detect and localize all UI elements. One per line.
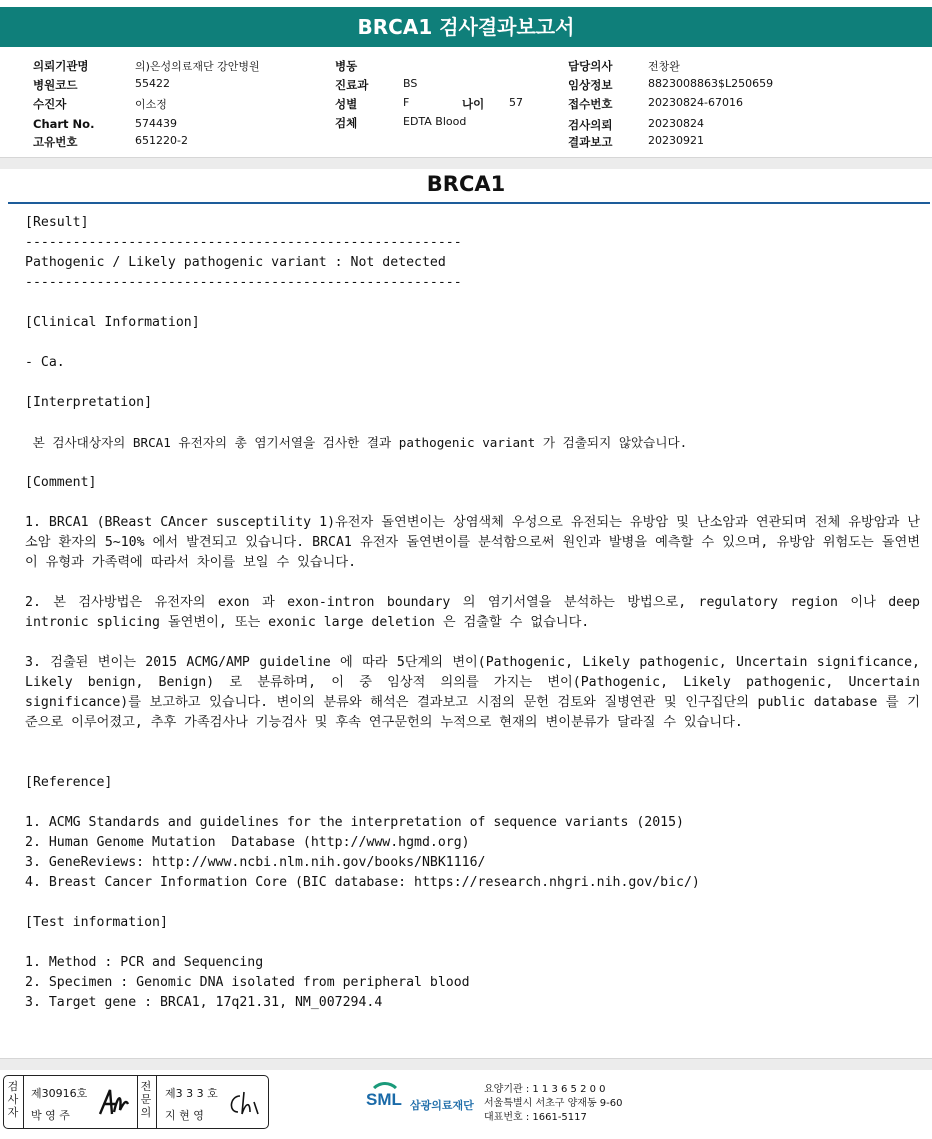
specimen-value: EDTA Blood [403,115,467,128]
examiner-vertical-label: 검사자 [7,1080,19,1119]
clinical-header: [Clinical Information] [25,315,200,330]
specimen-label: 검체 [335,116,358,130]
signature-box [3,1075,269,1129]
doctor-value: 전창완 [648,60,680,73]
reviewer-vertical-label: 전문의 [140,1080,152,1119]
test-info-3: 3. Target gene : BRCA1, 17q21.31, NM_007294.4 [25,995,383,1010]
request-value: 20230824 [648,117,704,130]
unique-label: 고유번호 [33,135,78,149]
comment-header: [Comment] [25,475,97,490]
hospital-code-label: 병원코드 [33,78,78,92]
reference-3: 3. GeneReviews: http://www.ncbi.nlm.nih.gov/books/NBK1116/ [25,855,486,870]
result-text: Pathogenic / Likely pathogenic variant : Not detected [25,255,446,270]
reference-2: 2. Human Genome Mutation Database (http://www.hgmd.org) [25,835,470,850]
institution-value: 의)은성의료재단 강안병원 [135,60,260,73]
patient-info [0,55,932,155]
reference-4: 4. Breast Cancer Information Core (BIC database: https://research.nhgri.nih.gov/bic/) [25,875,700,890]
unique-value: 651220-2 [135,134,188,147]
clinical-value: 8823008863$L250659 [648,77,774,90]
section-underline [8,202,930,204]
hospital-code-value: 55422 [135,77,170,90]
test-info-header: [Test information] [25,915,168,930]
patient-label: 수진자 [33,97,67,111]
clinical-label: 임상정보 [568,78,613,92]
chart-label: Chart No. [33,117,95,131]
footer-divider [0,1058,932,1070]
address: 서울특별시 서초구 양재동 9-60 [484,1098,623,1109]
dash-line-bottom: ------------------------------------------------------- [25,275,462,290]
receipt-value: 20230824-67016 [648,96,743,109]
sex-label: 성별 [335,97,358,111]
ward-label: 병동 [335,59,358,73]
section-title: BRCA1 [426,172,506,196]
patient-value: 이소정 [135,98,167,111]
foundation-address [484,1083,623,1125]
comment-2: 2. 본 검사방법은 유전자의 exon 과 exon-intron boundary 의 염기서열을 분석하는 방법으로, regulatory region 이나 deep intronic splicing 돌연변이, 또는 exonic large deletion 은 검출할 수 없습니다. [25,595,920,630]
comment-3: 3. 검출된 변이는 2015 ACMG/AMP guideline 에 따라 5단계의 변이(Pathogenic, Likely pathogenic, Uncertain significance, Likely benign, Benign) 로 분류하며, 이 중 임상적 의의를 가지는 변이(Pathogenic, Likely pathogenic, Uncertain significance)를 보고하고 있습니다. 변이의 분류와 해석은 결과보고 시점의 문헌 검토와 질병연관 및 인구집단의 public database 를 기준으로 이루어졌고, 추후 가족검사나 기능검사 및 후속 연구문헌의 누적으로 현재의 변이분류가 달라질 수 있습니다. [25,655,920,730]
test-info-2: 2. Specimen : Genomic DNA isolated from peripheral blood [25,975,470,990]
reviewer-name: 지 현 영 [165,1109,204,1122]
phone: 대표번호 : 1661-5117 [484,1112,587,1123]
report-date-value: 20230921 [648,134,704,147]
foundation-logo-area [362,1080,642,1130]
age-label: 나이 [462,97,485,111]
examiner-signature [96,1086,132,1120]
request-label: 검사의뢰 [568,118,613,132]
reference-header: [Reference] [25,775,113,790]
reference-1: 1. ACMG Standards and guidelines for the interpretation of sequence variants (2015) [25,815,684,830]
dept-value: BS [403,77,418,90]
report-date-label: 결과보고 [568,135,613,149]
dash-line-top: ------------------------------------------------------- [25,235,462,250]
care-code: 요양기관 : 1 1 3 6 5 2 0 0 [484,1084,606,1095]
dept-label: 진료과 [335,78,369,92]
comment-1: 1. BRCA1 (BReast CAncer susceptility 1)유전자 돌연변이는 상염색체 우성으로 유전되는 유방암 및 난소암과 연관되며 전체 유방암과 난소암 환자의 5~10% 에서 발견되고 있습니다. BRCA1 유전자 돌연변이를 분석함으로써 원인과 발병을 예측할 수 있으며, 유방암 위험도는 돌연변이 유형과 가족력에 따라서 차이를 보일 수 있습니다. [25,515,920,570]
logo-text: SML [366,1090,402,1109]
interpretation-text: 본 검사대상자의 BRCA1 유전자의 총 염기서열을 검사한 결과 pathogenic variant 가 검출되지 않았습니다. [25,435,688,450]
report-body [25,213,920,1013]
institution-label: 의뢰기관명 [33,59,89,73]
reviewer-number: 제3 3 3 호 [165,1087,218,1100]
result-header: [Result] [25,215,89,230]
interpretation-header: [Interpretation] [25,395,153,410]
report-title: BRCA1 검사결과보고서 [0,7,932,47]
header-divider [0,157,932,169]
examiner-number: 제30916호 [31,1087,88,1100]
chart-value: 574439 [135,117,177,130]
foundation-name: 삼광의료재단 [410,1099,474,1112]
age-value: 57 [509,96,523,109]
test-info-1: 1. Method : PCR and Sequencing [25,955,264,970]
reviewer-signature [226,1088,264,1120]
doctor-label: 담당의사 [568,59,613,73]
receipt-label: 접수번호 [568,97,613,111]
sex-value: F [403,96,410,109]
clinical-text: - Ca. [25,355,65,370]
examiner-name: 박 영 주 [31,1109,70,1122]
